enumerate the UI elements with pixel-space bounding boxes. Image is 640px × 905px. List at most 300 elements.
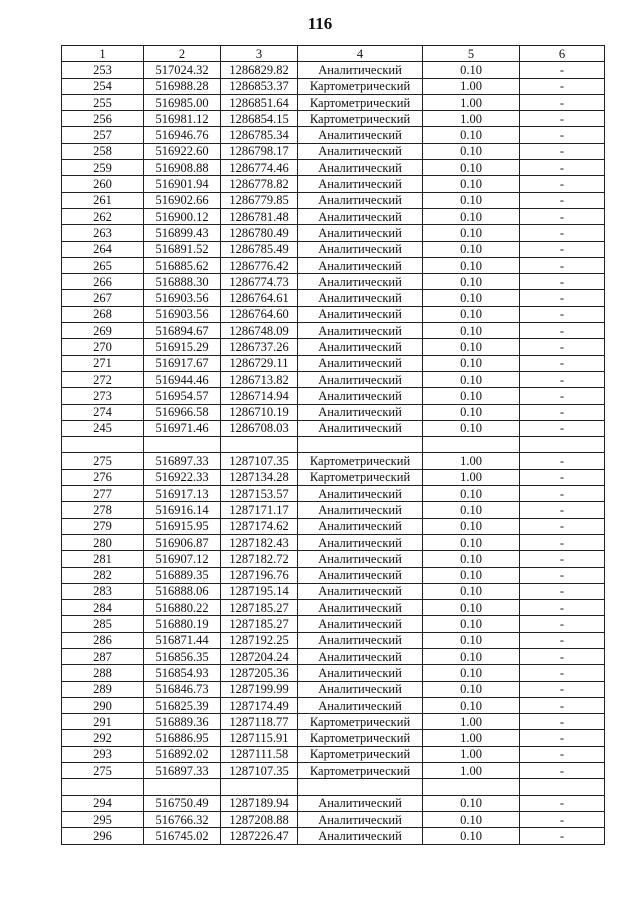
method-cell: Аналитический (298, 225, 423, 241)
y-coordinate-cell (221, 437, 298, 453)
method-cell: Аналитический (298, 681, 423, 697)
accuracy-cell: 0.10 (423, 192, 520, 208)
table-row (62, 795, 605, 811)
accuracy-cell: 0.10 (423, 241, 520, 257)
method-cell: Картометрический (298, 94, 423, 110)
x-coordinate-cell: 516917.67 (144, 355, 221, 371)
column-header: 3 (221, 46, 298, 62)
y-coordinate-cell: 1286737.26 (221, 339, 298, 355)
method-cell: Картометрический (298, 78, 423, 94)
note-cell: - (520, 371, 605, 387)
y-coordinate-cell: 1287111.58 (221, 746, 298, 762)
method-cell: Аналитический (298, 127, 423, 143)
table-row (62, 697, 605, 713)
point-number-cell: 284 (62, 600, 144, 616)
method-cell: Аналитический (298, 616, 423, 632)
y-coordinate-cell: 1286851.64 (221, 94, 298, 110)
accuracy-cell: 0.10 (423, 551, 520, 567)
y-coordinate-cell: 1286785.34 (221, 127, 298, 143)
x-coordinate-cell: 516889.36 (144, 714, 221, 730)
x-coordinate-cell: 516766.32 (144, 811, 221, 827)
note-cell: - (520, 632, 605, 648)
note-cell: - (520, 208, 605, 224)
table-row (62, 469, 605, 485)
method-cell: Аналитический (298, 290, 423, 306)
column-header: 4 (298, 46, 423, 62)
table-row (62, 355, 605, 371)
accuracy-cell: 1.00 (423, 746, 520, 762)
table-row (62, 94, 605, 110)
table-row (62, 567, 605, 583)
note-cell: - (520, 290, 605, 306)
method-cell: Аналитический (298, 404, 423, 420)
x-coordinate-cell: 516985.00 (144, 94, 221, 110)
x-coordinate-cell: 516880.22 (144, 600, 221, 616)
method-cell: Аналитический (298, 811, 423, 827)
point-number-cell: 281 (62, 551, 144, 567)
point-number-cell: 278 (62, 502, 144, 518)
x-coordinate-cell: 516891.52 (144, 241, 221, 257)
table-body (62, 62, 605, 844)
y-coordinate-cell: 1286780.49 (221, 225, 298, 241)
point-number-cell: 274 (62, 404, 144, 420)
method-cell: Аналитический (298, 502, 423, 518)
method-cell: Аналитический (298, 583, 423, 599)
method-cell: Аналитический (298, 339, 423, 355)
point-number-cell: 296 (62, 828, 144, 844)
note-cell: - (520, 600, 605, 616)
point-number-cell: 260 (62, 176, 144, 192)
x-coordinate-cell: 516900.12 (144, 208, 221, 224)
x-coordinate-cell: 516922.33 (144, 469, 221, 485)
method-cell: Аналитический (298, 486, 423, 502)
y-coordinate-cell: 1287182.72 (221, 551, 298, 567)
accuracy-cell: 0.10 (423, 616, 520, 632)
point-number-cell: 293 (62, 746, 144, 762)
method-cell: Аналитический (298, 648, 423, 664)
method-cell: Аналитический (298, 306, 423, 322)
note-cell: - (520, 486, 605, 502)
x-coordinate-cell: 516899.43 (144, 225, 221, 241)
point-number-cell: 259 (62, 160, 144, 176)
y-coordinate-cell: 1286774.73 (221, 274, 298, 290)
table-row (62, 78, 605, 94)
table-row (62, 176, 605, 192)
table-row (62, 62, 605, 78)
accuracy-cell: 0.10 (423, 404, 520, 420)
x-coordinate-cell: 516880.19 (144, 616, 221, 632)
table-row (62, 600, 605, 616)
method-cell (298, 437, 423, 453)
note-cell: - (520, 94, 605, 110)
note-cell: - (520, 339, 605, 355)
method-cell: Аналитический (298, 241, 423, 257)
table-row (62, 665, 605, 681)
y-coordinate-cell: 1286748.09 (221, 323, 298, 339)
y-coordinate-cell: 1286764.61 (221, 290, 298, 306)
accuracy-cell: 0.10 (423, 534, 520, 550)
table-row (62, 339, 605, 355)
x-coordinate-cell: 516901.94 (144, 176, 221, 192)
method-cell: Картометрический (298, 763, 423, 779)
y-coordinate-cell: 1287134.28 (221, 469, 298, 485)
x-coordinate-cell: 516954.57 (144, 388, 221, 404)
note-cell: - (520, 567, 605, 583)
x-coordinate-cell: 516907.12 (144, 551, 221, 567)
y-coordinate-cell: 1286829.82 (221, 62, 298, 78)
table-row (62, 241, 605, 257)
table-row (62, 257, 605, 273)
point-number-cell: 290 (62, 697, 144, 713)
point-number-cell: 291 (62, 714, 144, 730)
method-cell: Аналитический (298, 355, 423, 371)
table-row (62, 371, 605, 387)
accuracy-cell: 0.10 (423, 388, 520, 404)
point-number-cell: 261 (62, 192, 144, 208)
column-header: 1 (62, 46, 144, 62)
accuracy-cell: 0.10 (423, 811, 520, 827)
x-coordinate-cell: 516894.67 (144, 323, 221, 339)
method-cell: Аналитический (298, 371, 423, 387)
table-row (62, 746, 605, 762)
x-coordinate-cell: 517024.32 (144, 62, 221, 78)
note-cell: - (520, 274, 605, 290)
method-cell: Аналитический (298, 176, 423, 192)
column-header: 5 (423, 46, 520, 62)
y-coordinate-cell: 1287118.77 (221, 714, 298, 730)
y-coordinate-cell: 1287199.99 (221, 681, 298, 697)
table-row (62, 274, 605, 290)
x-coordinate-cell: 516854.93 (144, 665, 221, 681)
note-cell: - (520, 518, 605, 534)
y-coordinate-cell: 1287192.25 (221, 632, 298, 648)
table-row (62, 763, 605, 779)
note-cell: - (520, 665, 605, 681)
accuracy-cell: 0.10 (423, 355, 520, 371)
accuracy-cell: 0.10 (423, 697, 520, 713)
accuracy-cell: 0.10 (423, 632, 520, 648)
note-cell: - (520, 453, 605, 469)
note-cell: - (520, 241, 605, 257)
accuracy-cell: 0.10 (423, 176, 520, 192)
y-coordinate-cell: 1287208.88 (221, 811, 298, 827)
y-coordinate-cell: 1286785.49 (221, 241, 298, 257)
note-cell (520, 779, 605, 795)
y-coordinate-cell: 1287115.91 (221, 730, 298, 746)
table-row (62, 208, 605, 224)
x-coordinate-cell: 516944.46 (144, 371, 221, 387)
accuracy-cell: 0.10 (423, 420, 520, 436)
note-cell: - (520, 192, 605, 208)
y-coordinate-cell: 1287189.94 (221, 795, 298, 811)
method-cell: Аналитический (298, 828, 423, 844)
point-number-cell: 282 (62, 567, 144, 583)
note-cell: - (520, 502, 605, 518)
accuracy-cell (423, 779, 520, 795)
x-coordinate-cell: 516915.95 (144, 518, 221, 534)
method-cell: Аналитический (298, 697, 423, 713)
accuracy-cell: 0.10 (423, 306, 520, 322)
point-number-cell: 272 (62, 371, 144, 387)
note-cell: - (520, 127, 605, 143)
table-row (62, 632, 605, 648)
y-coordinate-cell: 1287226.47 (221, 828, 298, 844)
x-coordinate-cell: 516915.29 (144, 339, 221, 355)
accuracy-cell: 0.10 (423, 486, 520, 502)
method-cell: Аналитический (298, 192, 423, 208)
table-row (62, 453, 605, 469)
table-row (62, 714, 605, 730)
table-row (62, 779, 605, 795)
table-row (62, 323, 605, 339)
note-cell: - (520, 534, 605, 550)
point-number-cell: 276 (62, 469, 144, 485)
point-number-cell (62, 437, 144, 453)
x-coordinate-cell: 516916.14 (144, 502, 221, 518)
table-row (62, 143, 605, 159)
note-cell: - (520, 583, 605, 599)
method-cell: Картометрический (298, 453, 423, 469)
x-coordinate-cell (144, 779, 221, 795)
table-row (62, 437, 605, 453)
point-number-cell: 256 (62, 111, 144, 127)
note-cell: - (520, 78, 605, 94)
note-cell: - (520, 111, 605, 127)
point-number-cell: 257 (62, 127, 144, 143)
x-coordinate-cell: 516903.56 (144, 306, 221, 322)
point-number-cell: 286 (62, 632, 144, 648)
method-cell: Картометрический (298, 746, 423, 762)
note-cell: - (520, 795, 605, 811)
note-cell: - (520, 420, 605, 436)
point-number-cell: 287 (62, 648, 144, 664)
point-number-cell (62, 779, 144, 795)
note-cell: - (520, 697, 605, 713)
point-number-cell: 277 (62, 486, 144, 502)
method-cell: Аналитический (298, 160, 423, 176)
note-cell: - (520, 160, 605, 176)
table-row (62, 534, 605, 550)
table-row (62, 648, 605, 664)
y-coordinate-cell: 1287107.35 (221, 453, 298, 469)
y-coordinate-cell: 1287107.35 (221, 763, 298, 779)
y-coordinate-cell: 1287171.17 (221, 502, 298, 518)
method-cell: Аналитический (298, 534, 423, 550)
x-coordinate-cell: 516892.02 (144, 746, 221, 762)
note-cell: - (520, 257, 605, 273)
x-coordinate-cell: 516846.73 (144, 681, 221, 697)
point-number-cell: 267 (62, 290, 144, 306)
y-coordinate-cell: 1286710.19 (221, 404, 298, 420)
method-cell: Аналитический (298, 257, 423, 273)
point-number-cell: 270 (62, 339, 144, 355)
column-header: 2 (144, 46, 221, 62)
note-cell: - (520, 730, 605, 746)
accuracy-cell: 1.00 (423, 453, 520, 469)
y-coordinate-cell: 1286781.48 (221, 208, 298, 224)
table-row (62, 583, 605, 599)
y-coordinate-cell: 1286798.17 (221, 143, 298, 159)
y-coordinate-cell: 1286764.60 (221, 306, 298, 322)
table-row (62, 502, 605, 518)
note-cell: - (520, 404, 605, 420)
point-number-cell: 279 (62, 518, 144, 534)
x-coordinate-cell: 516908.88 (144, 160, 221, 176)
method-cell: Аналитический (298, 795, 423, 811)
note-cell: - (520, 763, 605, 779)
method-cell: Аналитический (298, 551, 423, 567)
x-coordinate-cell (144, 437, 221, 453)
point-number-cell: 289 (62, 681, 144, 697)
y-coordinate-cell: 1287205.36 (221, 665, 298, 681)
point-number-cell: 255 (62, 94, 144, 110)
point-number-cell: 269 (62, 323, 144, 339)
table-row (62, 486, 605, 502)
accuracy-cell: 0.10 (423, 127, 520, 143)
accuracy-cell (423, 437, 520, 453)
x-coordinate-cell: 516966.58 (144, 404, 221, 420)
method-cell: Картометрический (298, 469, 423, 485)
point-number-cell: 292 (62, 730, 144, 746)
x-coordinate-cell: 516750.49 (144, 795, 221, 811)
method-cell: Аналитический (298, 62, 423, 78)
accuracy-cell: 0.10 (423, 828, 520, 844)
point-number-cell: 295 (62, 811, 144, 827)
table-row (62, 192, 605, 208)
note-cell: - (520, 355, 605, 371)
accuracy-cell: 1.00 (423, 469, 520, 485)
y-coordinate-cell: 1286708.03 (221, 420, 298, 436)
note-cell: - (520, 551, 605, 567)
accuracy-cell: 1.00 (423, 111, 520, 127)
accuracy-cell: 1.00 (423, 730, 520, 746)
accuracy-cell: 0.10 (423, 143, 520, 159)
table-row (62, 828, 605, 844)
accuracy-cell: 0.10 (423, 502, 520, 518)
x-coordinate-cell: 516745.02 (144, 828, 221, 844)
table-row (62, 306, 605, 322)
note-cell: - (520, 306, 605, 322)
x-coordinate-cell: 516946.76 (144, 127, 221, 143)
y-coordinate-cell: 1286714.94 (221, 388, 298, 404)
point-number-cell: 273 (62, 388, 144, 404)
y-coordinate-cell: 1287204.24 (221, 648, 298, 664)
accuracy-cell: 0.10 (423, 600, 520, 616)
point-number-cell: 271 (62, 355, 144, 371)
table-row (62, 404, 605, 420)
x-coordinate-cell: 516888.30 (144, 274, 221, 290)
x-coordinate-cell: 516906.87 (144, 534, 221, 550)
method-cell (298, 779, 423, 795)
note-cell: - (520, 176, 605, 192)
method-cell: Аналитический (298, 208, 423, 224)
accuracy-cell: 0.10 (423, 323, 520, 339)
accuracy-cell: 0.10 (423, 648, 520, 664)
x-coordinate-cell: 516825.39 (144, 697, 221, 713)
x-coordinate-cell: 516902.66 (144, 192, 221, 208)
point-number-cell: 254 (62, 78, 144, 94)
table-row (62, 518, 605, 534)
accuracy-cell: 0.10 (423, 681, 520, 697)
y-coordinate-cell: 1287174.49 (221, 697, 298, 713)
y-coordinate-cell: 1286729.11 (221, 355, 298, 371)
y-coordinate-cell: 1286776.42 (221, 257, 298, 273)
x-coordinate-cell: 516917.13 (144, 486, 221, 502)
coordinates-table (61, 45, 605, 845)
x-coordinate-cell: 516971.46 (144, 420, 221, 436)
point-number-cell: 262 (62, 208, 144, 224)
y-coordinate-cell: 1287195.14 (221, 583, 298, 599)
accuracy-cell: 1.00 (423, 78, 520, 94)
table-row (62, 420, 605, 436)
note-cell: - (520, 143, 605, 159)
y-coordinate-cell: 1287174.62 (221, 518, 298, 534)
accuracy-cell: 0.10 (423, 567, 520, 583)
x-coordinate-cell: 516889.35 (144, 567, 221, 583)
method-cell: Картометрический (298, 714, 423, 730)
point-number-cell: 264 (62, 241, 144, 257)
point-number-cell: 266 (62, 274, 144, 290)
point-number-cell: 265 (62, 257, 144, 273)
table-row (62, 225, 605, 241)
x-coordinate-cell: 516988.28 (144, 78, 221, 94)
note-cell: - (520, 811, 605, 827)
accuracy-cell: 1.00 (423, 94, 520, 110)
column-header: 6 (520, 46, 605, 62)
accuracy-cell: 1.00 (423, 714, 520, 730)
accuracy-cell: 0.10 (423, 225, 520, 241)
method-cell: Аналитический (298, 420, 423, 436)
table-row (62, 551, 605, 567)
note-cell: - (520, 388, 605, 404)
note-cell: - (520, 225, 605, 241)
point-number-cell: 288 (62, 665, 144, 681)
note-cell: - (520, 62, 605, 78)
y-coordinate-cell: 1286853.37 (221, 78, 298, 94)
note-cell: - (520, 746, 605, 762)
point-number-cell: 275 (62, 763, 144, 779)
note-cell: - (520, 681, 605, 697)
table-header-row (62, 46, 605, 62)
note-cell: - (520, 648, 605, 664)
accuracy-cell: 0.10 (423, 665, 520, 681)
table-row (62, 730, 605, 746)
method-cell: Картометрический (298, 111, 423, 127)
accuracy-cell: 0.10 (423, 518, 520, 534)
x-coordinate-cell: 516897.33 (144, 453, 221, 469)
method-cell: Аналитический (298, 143, 423, 159)
accuracy-cell: 0.10 (423, 257, 520, 273)
x-coordinate-cell: 516922.60 (144, 143, 221, 159)
method-cell: Картометрический (298, 730, 423, 746)
table-row (62, 127, 605, 143)
table-row (62, 388, 605, 404)
method-cell: Аналитический (298, 665, 423, 681)
table-row (62, 160, 605, 176)
point-number-cell: 283 (62, 583, 144, 599)
x-coordinate-cell: 516871.44 (144, 632, 221, 648)
method-cell: Аналитический (298, 323, 423, 339)
note-cell: - (520, 469, 605, 485)
table-row (62, 616, 605, 632)
accuracy-cell: 0.10 (423, 208, 520, 224)
method-cell: Аналитический (298, 518, 423, 534)
y-coordinate-cell: 1287182.43 (221, 534, 298, 550)
table-row (62, 290, 605, 306)
y-coordinate-cell (221, 779, 298, 795)
y-coordinate-cell: 1287185.27 (221, 616, 298, 632)
accuracy-cell: 0.10 (423, 290, 520, 306)
